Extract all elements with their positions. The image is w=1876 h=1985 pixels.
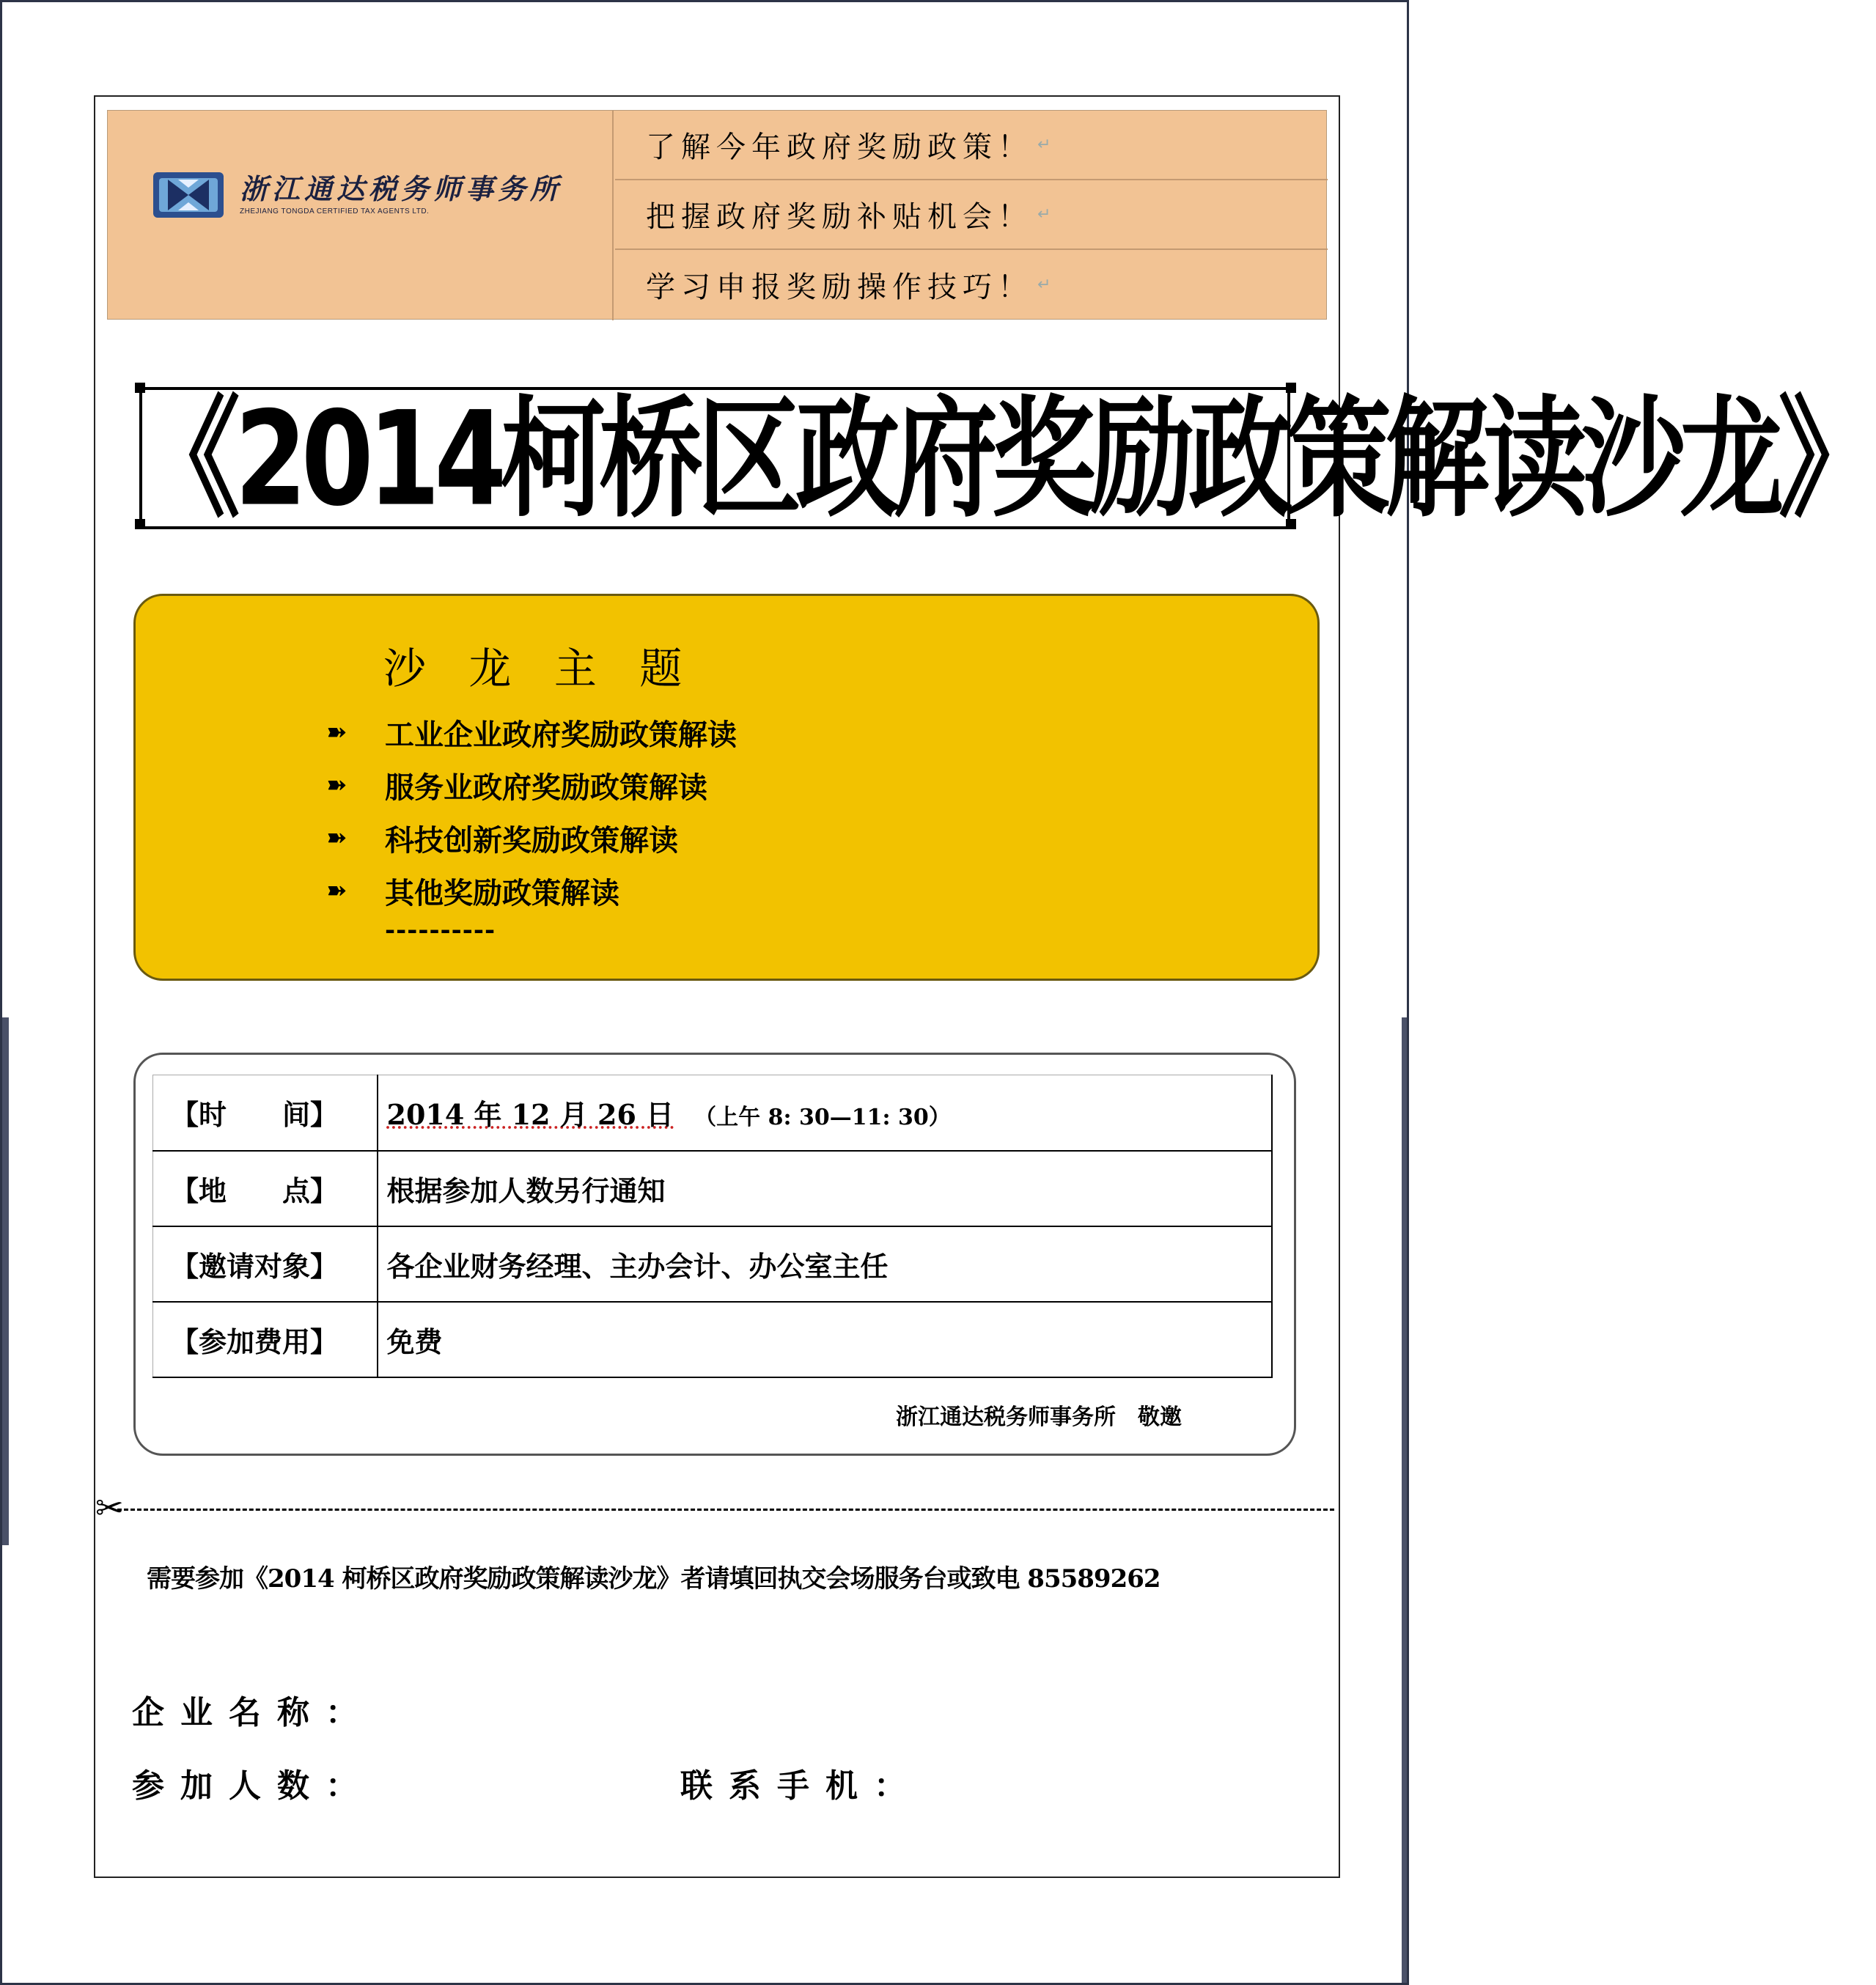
table-row — [153, 1226, 1273, 1302]
paragraph-mark-icon: ↵ — [1037, 276, 1057, 294]
slogan-1 — [615, 111, 1328, 180]
slogan-2 — [615, 180, 1328, 250]
slogan-2-text: 把握政府奖励补贴机会！ — [646, 200, 1033, 234]
bullet-arrow-icon: ➽ — [326, 718, 347, 747]
list-item-text: 科技创新奖励政策解读 — [385, 823, 678, 858]
list-item-text: 工业企业政府奖励政策解读 — [385, 718, 737, 752]
list-item — [326, 759, 737, 811]
paragraph-mark-icon: ↵ — [1037, 205, 1057, 224]
table-row — [153, 1151, 1273, 1226]
invitee-label: 【邀请对象】 — [153, 1226, 378, 1302]
time-label: 【时 间】 — [153, 1075, 378, 1151]
list-item — [326, 706, 737, 759]
invitee-value: 各企业财务经理、主办会计、办公室主任 — [378, 1226, 1273, 1302]
attendee-count-field[interactable]: 参加人数： — [132, 1767, 374, 1805]
paragraph-mark-icon: ↵ — [1037, 136, 1057, 154]
signature: 浙江通达税务师事务所 敬邀 — [896, 1404, 1182, 1430]
bullet-arrow-icon: ➽ — [326, 876, 347, 905]
cut-line — [117, 1509, 1334, 1511]
theme-panel — [133, 594, 1320, 981]
list-item-text: 服务业政府奖励政策解读 — [385, 770, 707, 805]
company-logo-icon — [152, 169, 225, 221]
fee-label: 【参加费用】 — [153, 1302, 378, 1377]
more-dashes: ---------- — [385, 916, 496, 945]
time-note: （上午 8: 30—11: 30） — [694, 1105, 951, 1131]
logo-english-name: ZHEJIANG TONGDA CERTIFIED TAX AGENTS LTD. — [240, 207, 430, 216]
table-row — [153, 1302, 1273, 1377]
time-value-cell — [378, 1075, 1273, 1151]
bullet-arrow-icon: ➽ — [326, 770, 347, 800]
grey-strip-right — [1402, 1017, 1407, 1983]
slogan-3 — [615, 250, 1328, 320]
phone-field[interactable]: 联系手机： — [680, 1767, 922, 1805]
logo-chinese-name: 浙江通达税务师事务所 — [240, 172, 563, 205]
scissors-icon: ✂ — [95, 1488, 124, 1528]
slogan-1-text: 了解今年政府奖励政策！ — [646, 130, 1033, 164]
logo-cell — [108, 111, 614, 320]
list-item — [326, 864, 737, 917]
info-table — [152, 1075, 1273, 1378]
bullet-arrow-icon: ➽ — [326, 823, 347, 852]
theme-heading: 沙 龙 主 题 — [383, 644, 697, 693]
date-value: 2014 年 12 月 26 日 — [386, 1098, 674, 1132]
place-value: 根据参加人数另行通知 — [378, 1151, 1273, 1226]
company-name-field[interactable]: 企业名称： — [132, 1694, 374, 1731]
document-title: 《2014柯桥区政府奖励政策解读沙龙》 — [136, 383, 1876, 535]
table-row — [153, 1075, 1273, 1151]
grey-strip-left — [2, 1017, 9, 1545]
place-label: 【地 点】 — [153, 1151, 378, 1226]
slogan-3-text: 学习申报奖励操作技巧！ — [646, 270, 1033, 304]
header-table — [107, 110, 1327, 320]
list-item-text: 其他奖励政策解读 — [385, 876, 619, 910]
document-page — [94, 95, 1876, 1878]
list-item — [326, 811, 737, 864]
theme-list — [326, 706, 737, 917]
reply-notice: 需要参加《2014 柯桥区政府奖励政策解读沙龙》者请填回执交会场服务台或致电 85589262 — [147, 1564, 1160, 1594]
fee-value: 免费 — [378, 1302, 1273, 1377]
